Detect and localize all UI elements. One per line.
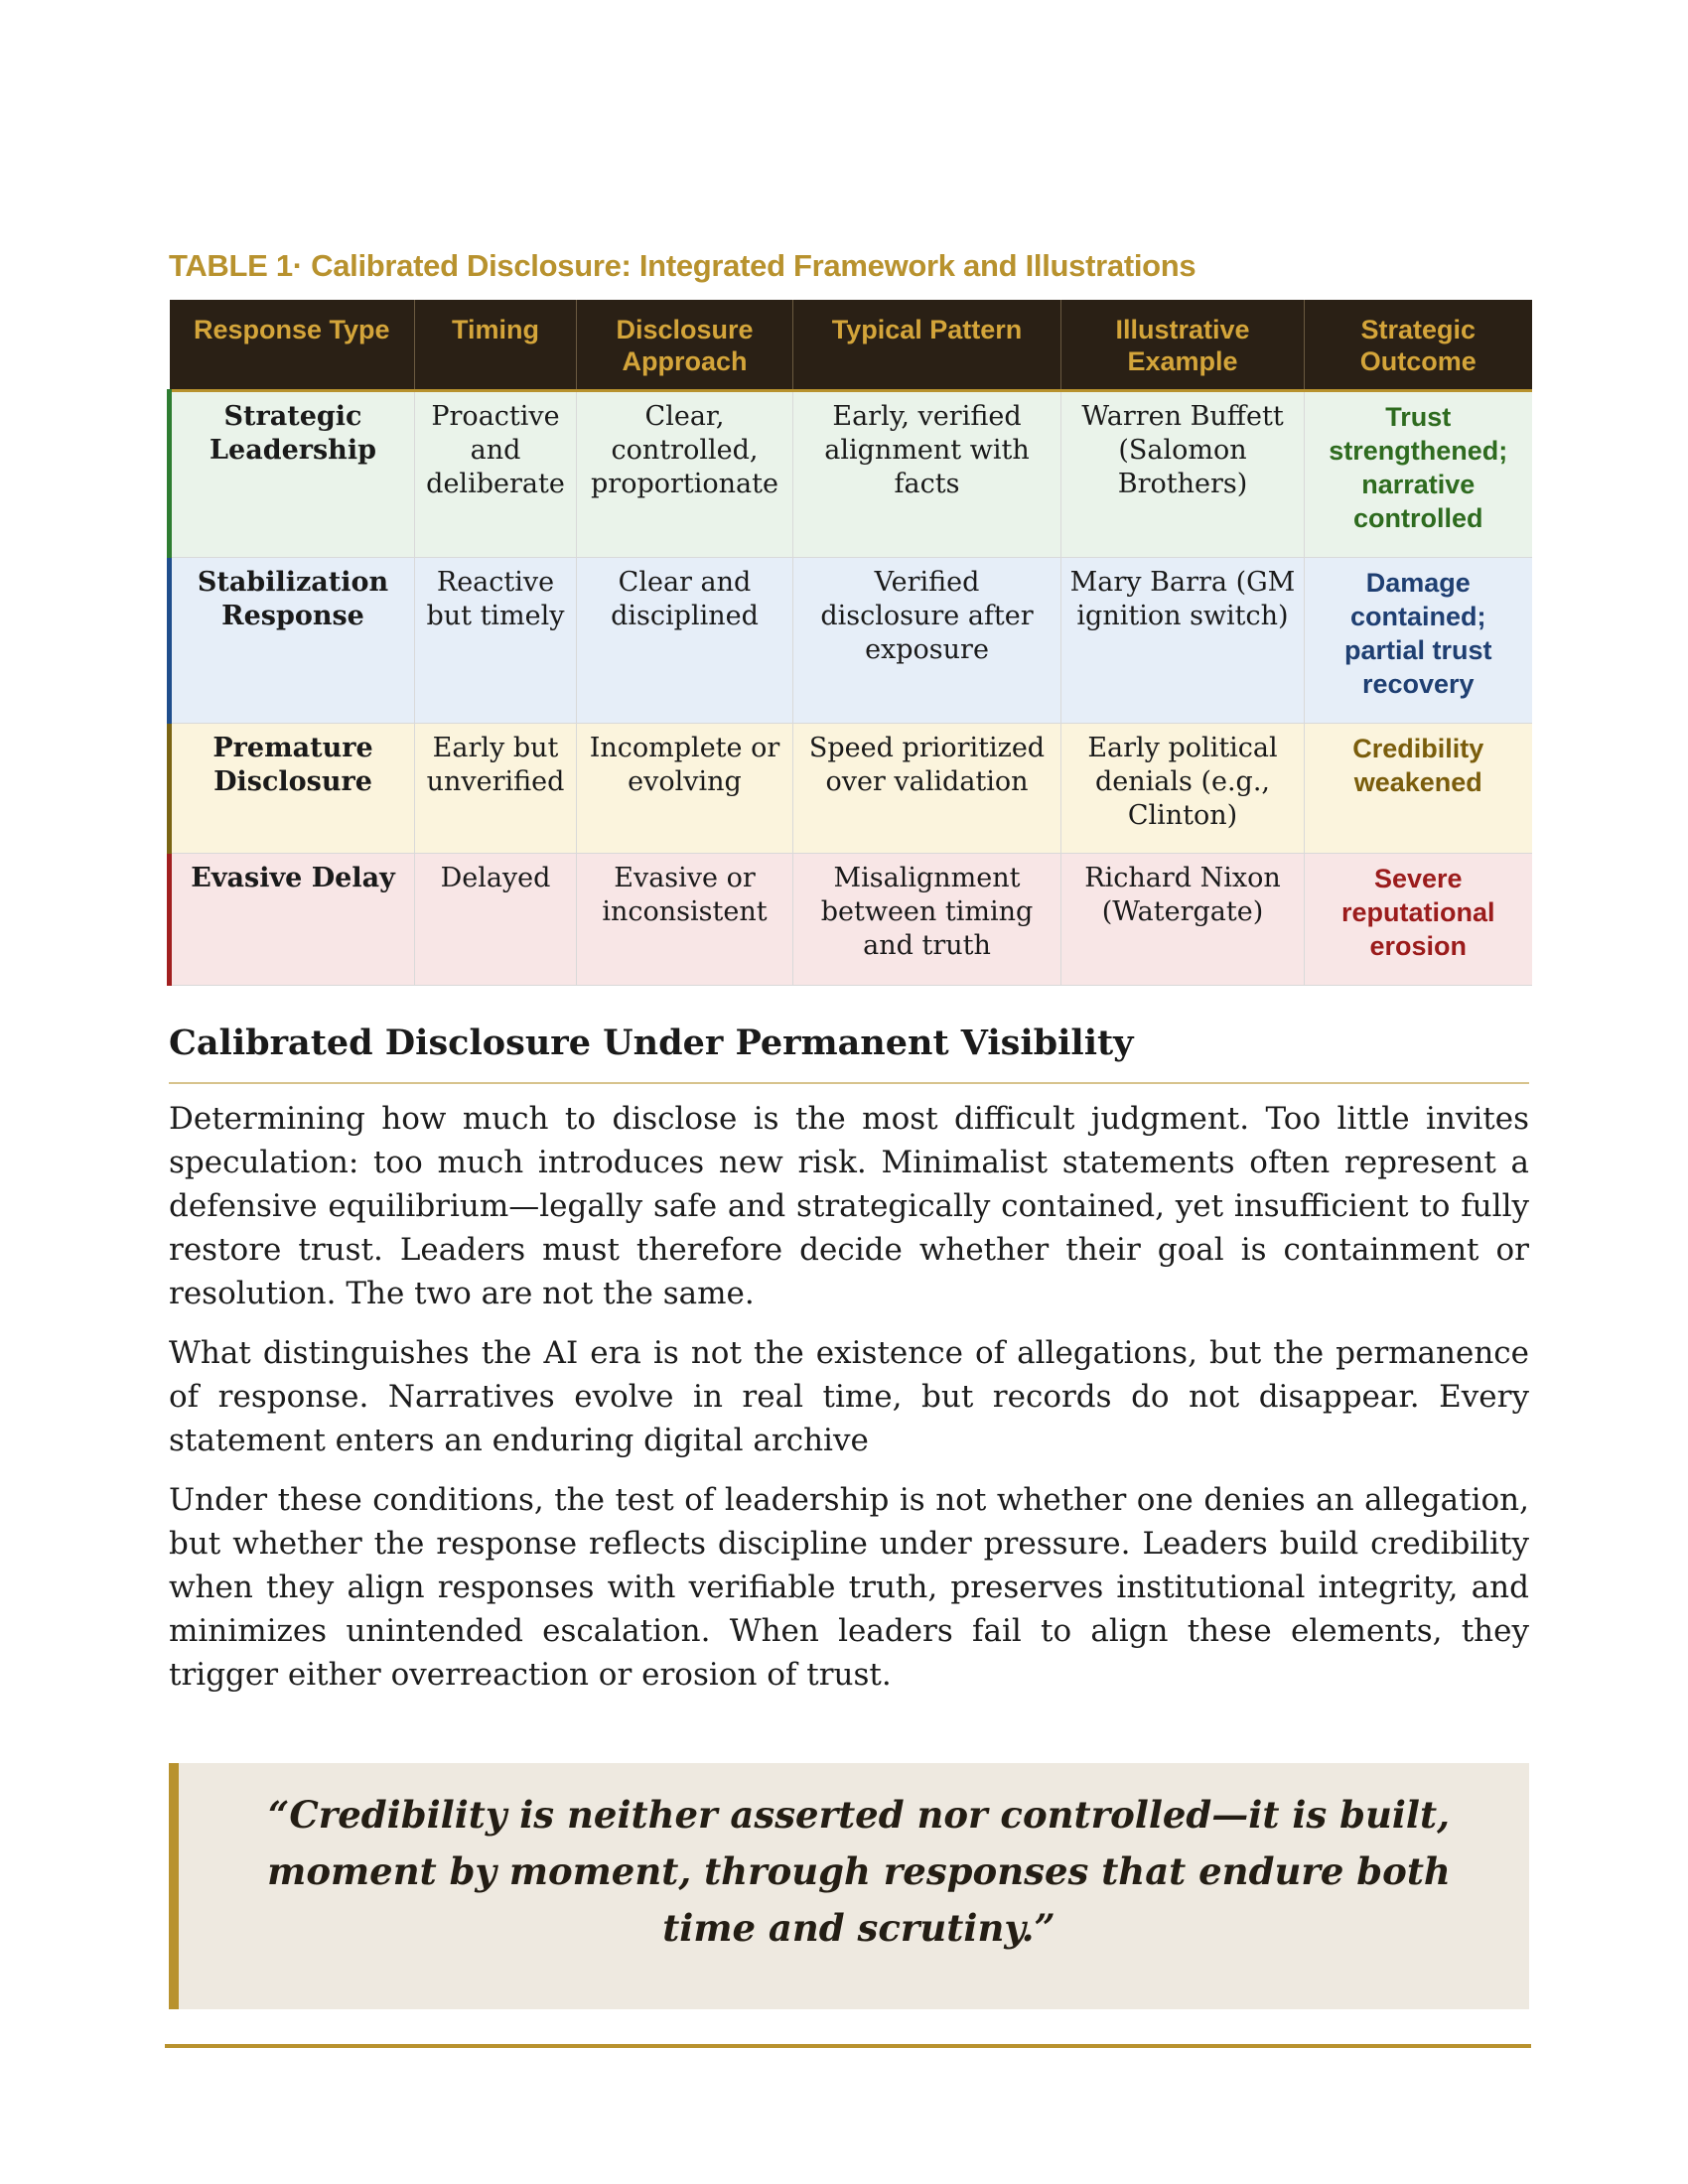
cell-typical-pattern: Misalignment between timing and truth — [793, 854, 1061, 986]
table-row — [170, 391, 1532, 558]
bottom-divider — [165, 2044, 1531, 2048]
column-header-strategic-outcome: Strategic Outcome — [1305, 300, 1532, 391]
cell-timing: Reactive but timely — [415, 558, 577, 724]
body-paragraph: Determining how much to disclose is the most difficult judgment. Too little invites speculation: too much introduces new risk. Minimalist statements often represent a defensive equilibrium—legally safe and strategically contained, yet insufficient to fully restore trust. Leaders must therefore decide whether their goal is containment or resolution. The two are not the same. — [169, 1101, 1529, 1311]
cell-timing: Delayed — [415, 854, 577, 986]
cell-strategic-outcome: Severe reputational erosion — [1305, 854, 1532, 986]
body-paragraph: What distinguishes the AI era is not the existence of allegations, but the permanence of response. Narratives evolve in real time, but records do not disappear. Every statement enters an enduring digital archive — [169, 1335, 1529, 1458]
cell-disclosure-approach: Incomplete or evolving — [577, 724, 793, 854]
cell-typical-pattern: Speed prioritized over validation — [793, 724, 1061, 854]
cell-strategic-outcome: Credibility weakened — [1305, 724, 1532, 854]
cell-disclosure-approach: Clear and disciplined — [577, 558, 793, 724]
cell-timing: Early but unverified — [415, 724, 577, 854]
column-header-illustrative-example: Illustrative Example — [1061, 300, 1305, 391]
cell-illustrative-example: Warren Buffett (Salomon Brothers) — [1061, 391, 1305, 558]
section-heading: Calibrated Disclosure Under Permanent Visibility — [169, 1023, 1134, 1063]
column-header-typical-pattern: Typical Pattern — [793, 300, 1061, 391]
body-paragraph: Under these conditions, the test of leadership is not whether one denies an allegation, but whether the response reflects discipline under pressure. Leaders build credibility when they align responses with verifiable truth, preserves institutional integrity, and minimizes unintended escalation. When leaders fail to align these elements, they trigger either overreaction or erosion of trust. — [169, 1482, 1529, 1693]
cell-typical-pattern: Early, verified alignment with facts — [793, 391, 1061, 558]
cell-illustrative-example: Mary Barra (GM ignition switch) — [1061, 558, 1305, 724]
section-divider — [169, 1082, 1529, 1084]
table-row — [170, 854, 1532, 986]
body-text — [169, 1097, 1529, 1712]
cell-response-type: Premature Disclosure — [170, 724, 415, 854]
cell-response-type: Stabilization Response — [170, 558, 415, 724]
cell-strategic-outcome: Damage contained; partial trust recovery — [1305, 558, 1532, 724]
cell-illustrative-example: Early political denials (e.g., Clinton) — [1061, 724, 1305, 854]
cell-response-type: Strategic Leadership — [170, 391, 415, 558]
pull-quote-text: “Credibility is neither asserted nor controlled—it is built, moment by moment, through responses that endure both time and scrutiny.” — [267, 1793, 1451, 1950]
cell-disclosure-approach: Clear, controlled, proportionate — [577, 391, 793, 558]
table-header-row — [170, 300, 1532, 391]
table-caption: TABLE 1· Calibrated Disclosure: Integrated Framework and Illustrations — [169, 248, 1196, 283]
cell-typical-pattern: Verified disclosure after exposure — [793, 558, 1061, 724]
cell-strategic-outcome: Trust strengthened; narrative controlled — [1305, 391, 1532, 558]
column-header-disclosure-approach: Disclosure Approach — [577, 300, 793, 391]
column-header-response-type: Response Type — [170, 300, 415, 391]
table-row — [170, 724, 1532, 854]
cell-disclosure-approach: Evasive or inconsistent — [577, 854, 793, 986]
column-header-timing: Timing — [415, 300, 577, 391]
pull-quote — [169, 1763, 1529, 2009]
cell-illustrative-example: Richard Nixon (Watergate) — [1061, 854, 1305, 986]
table-row — [170, 558, 1532, 724]
cell-response-type: Evasive Delay — [170, 854, 415, 986]
cell-timing: Proactive and deliberate — [415, 391, 577, 558]
framework-table — [167, 300, 1532, 986]
